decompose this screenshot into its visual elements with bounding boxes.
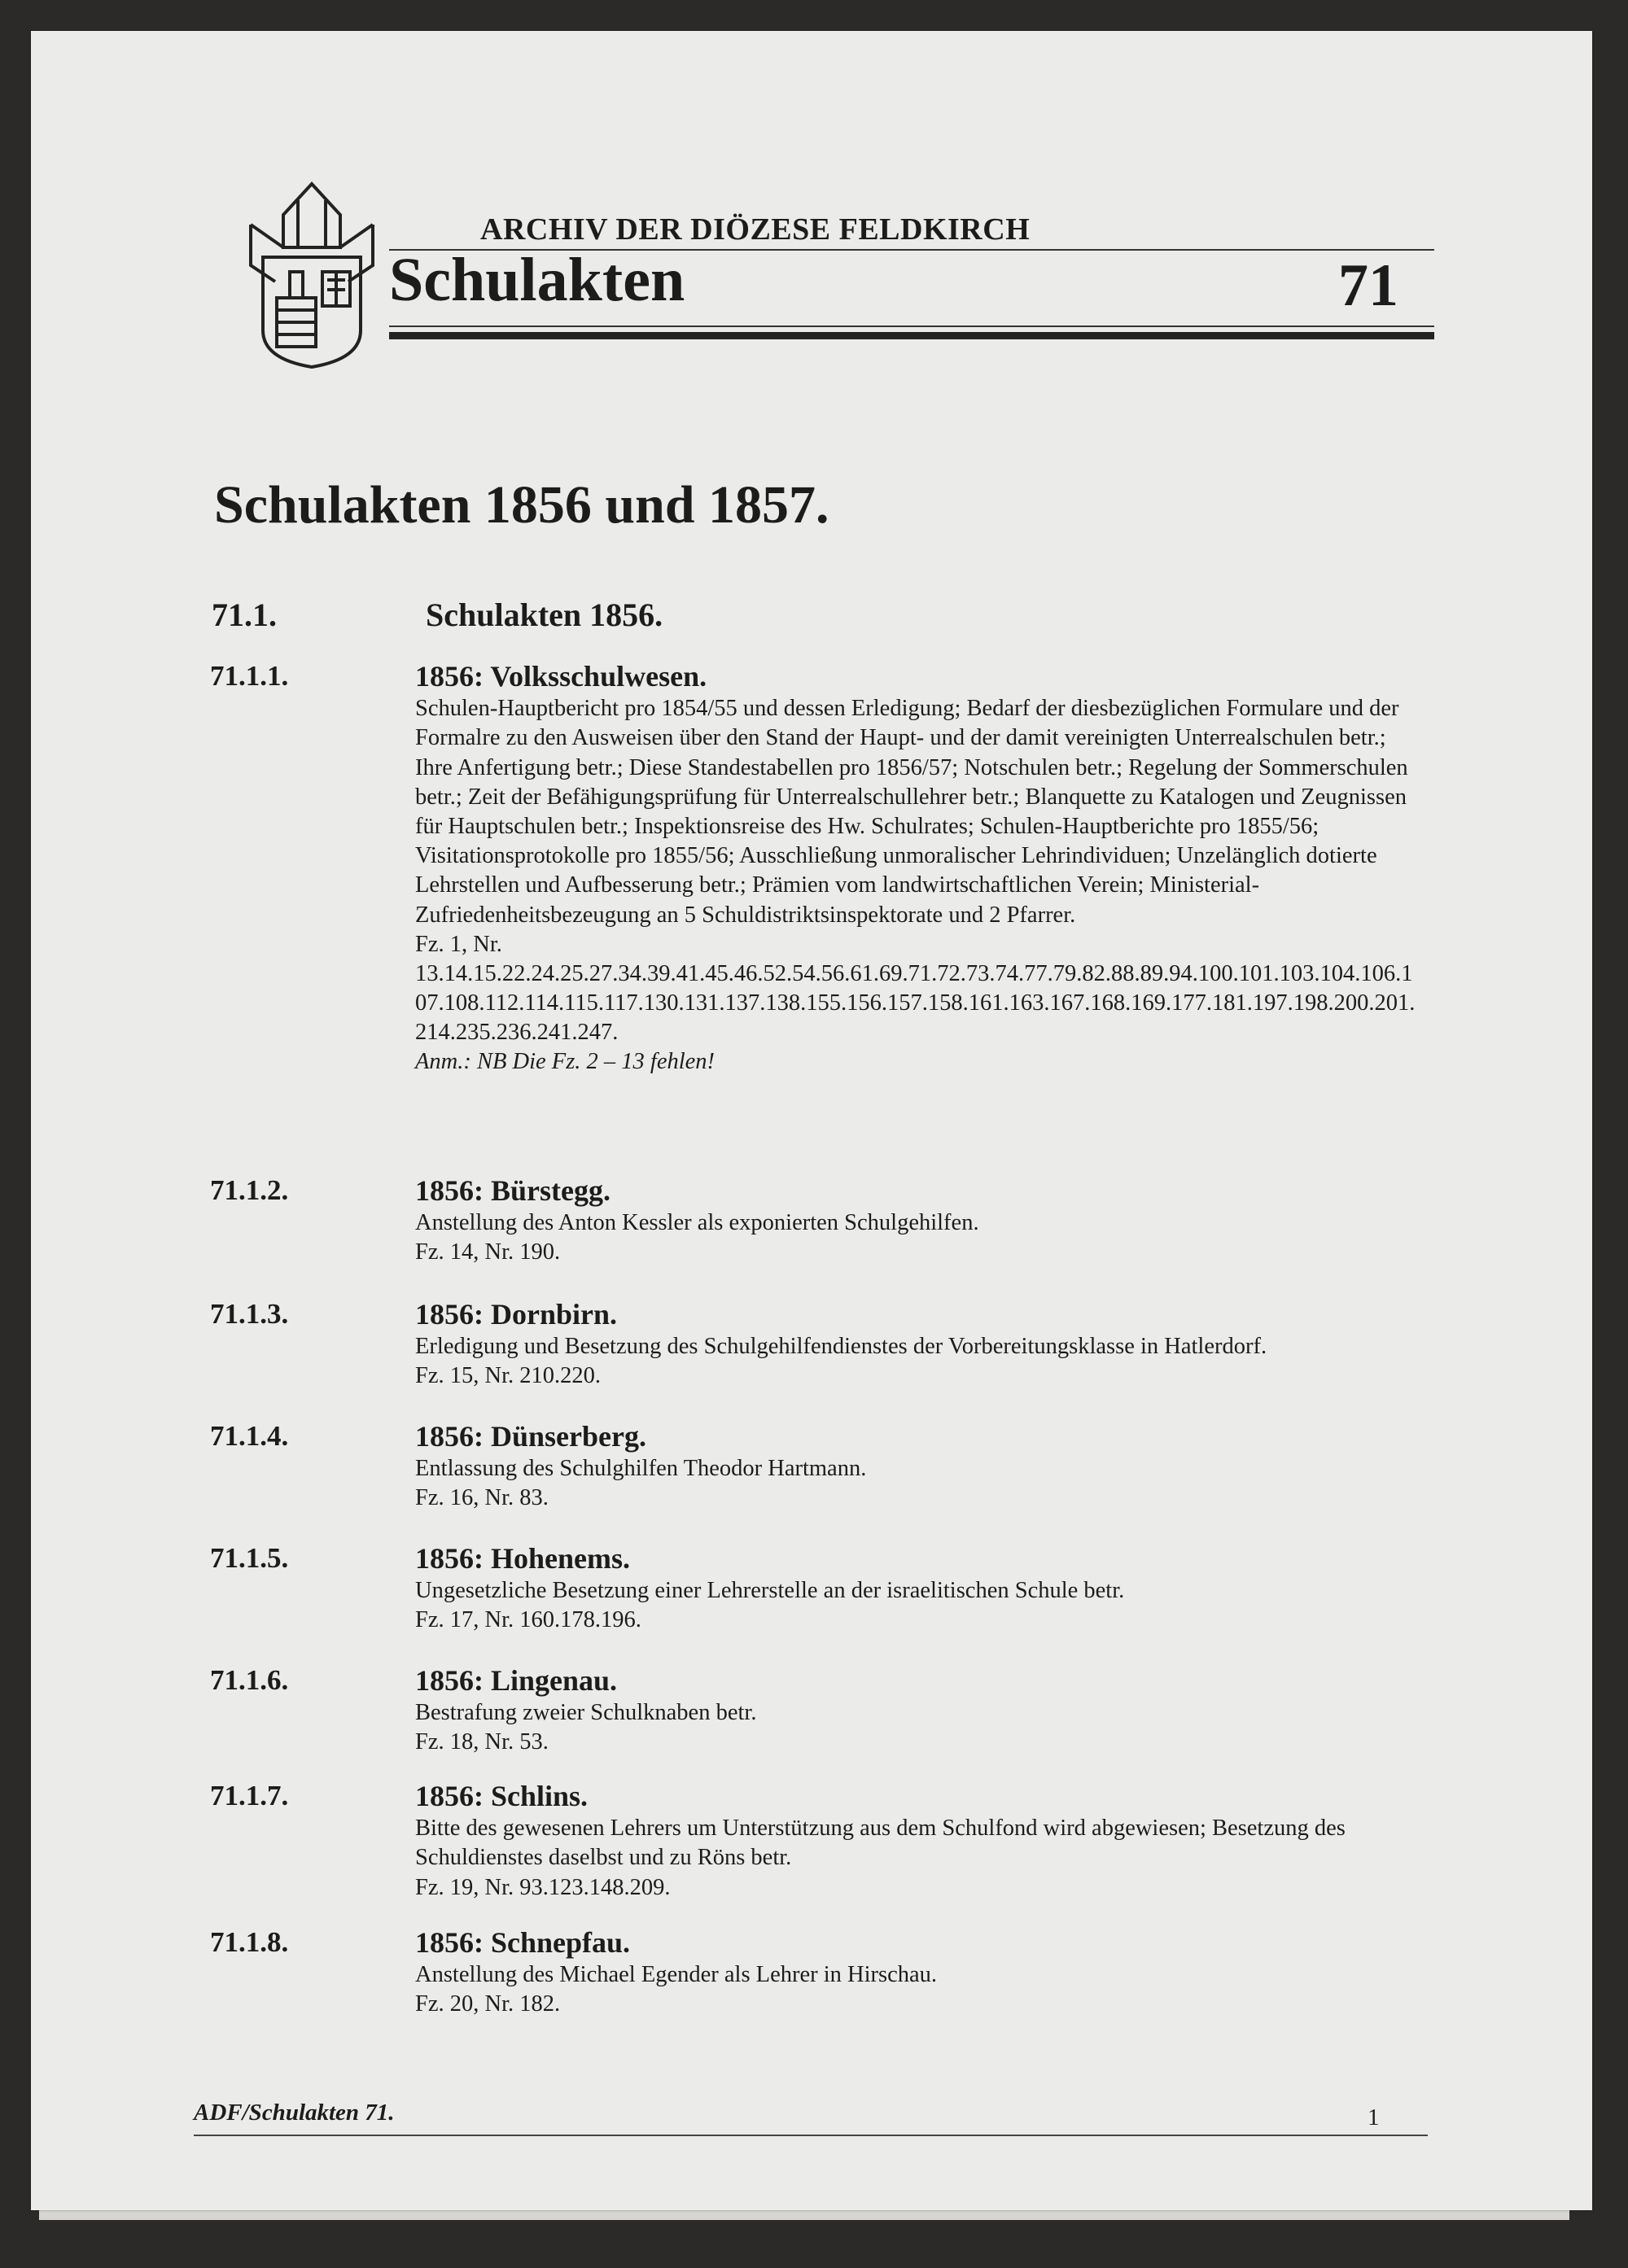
entry-71-1-8 xyxy=(210,1925,1423,2020)
entry-reference: Fz. 17, Nr. 160.178.196. xyxy=(415,1607,641,1633)
entry-71-1-3 xyxy=(210,1297,1423,1392)
entry-reference: Fz. 19, Nr. 93.123.148.209. xyxy=(415,1874,671,1900)
entry-body xyxy=(415,1419,1423,1514)
section-number: 71.1. xyxy=(212,596,277,633)
diocese-crest-icon xyxy=(234,176,389,371)
entry-number: 71.1.8. xyxy=(210,1926,289,1958)
entry-number: 71.1.5. xyxy=(210,1542,289,1574)
entry-71-1-7 xyxy=(210,1779,1423,1903)
entry-reference: Fz. 16, Nr. 83. xyxy=(415,1485,549,1511)
entry-number: 71.1.4. xyxy=(210,1420,289,1452)
entry-numbers: 13.14.15.22.24.25.27.34.39.41.45.46.52.54.56.61.69.71.72.73.74.77.79.82.88.89.94.100.101.103.104.106.107.108.112.114.115.117.130.131.137.138.155.156.157.158.161.163.167.168.169.177.181.197.198.200.201.214.235.236.241.247. xyxy=(415,960,1416,1046)
entry-number: 71.1.7. xyxy=(210,1780,289,1811)
entry-description: Bestrafung zweier Schulknaben betr. xyxy=(415,1700,757,1726)
entry-reference: Fz. 18, Nr. 53. xyxy=(415,1729,549,1755)
entry-title: 1856: Dornbirn. xyxy=(415,1298,618,1331)
header-rule-bottom xyxy=(389,332,1434,339)
entry-description: Bitte des gewesenen Lehrers um Unterstützung aus dem Schulfond wird abgewiesen; Besetzung des Schuldienstes daselbst und zu Röns betr. xyxy=(415,1816,1346,1871)
entry-reference: Fz. 15, Nr. 210.220. xyxy=(415,1363,601,1389)
entry-title: 1856: Hohenems. xyxy=(415,1542,630,1575)
archive-title: ARCHIV DER DIÖZESE FELDKIRCH xyxy=(480,212,1031,247)
document-page xyxy=(31,31,1592,2210)
entry-number: 71.1.2. xyxy=(210,1174,289,1206)
page-number: 1 xyxy=(1368,2104,1380,2130)
series-title: Schulakten xyxy=(389,246,685,314)
entry-body xyxy=(415,1541,1423,1636)
entry-description: Schulen-Hauptbericht pro 1854/55 und dessen Erledigung; Bedarf der diesbezüglichen Formulare und der Formalre zu den Ausweisen über den Stand der Haupt- und der damit vereinigten Unterrealschulen betr.; Ihre Anfertigung betr.; Diese Standestabellen pro 1856/57; Notschulen betr.; Regelung der Sommerschulen betr.; Zeit der Befähigungsprüfung für Unterrealschullehrer betr.; Blanquette zu Katalogen und Zeugnissen für Hauptschulen betr.; Inspektionsreise des Hw. Schulrates; Schulen-Hauptberichte pro 1855/56; Visitationsprotokolle pro 1855/56; Ausschließung unmoralischer Lehrindividuen; Unzelänglich dotierte Lehrstellen und Aufbesserung betr.; Prämien vom landwirtschaftlichen Verein; Ministerial-Zufriedenheitsbezeugung an 5 Schuldistriktsinspektorate und 2 Pfarrer. xyxy=(415,696,1408,928)
entry-description: Anstellung des Michael Egender als Lehrer in Hirschau. xyxy=(415,1962,938,1988)
entry-title: 1856: Lingenau. xyxy=(415,1664,618,1697)
entry-title: 1856: Schnepfau. xyxy=(415,1926,631,1959)
footer-reference: ADF/Schulakten 71. xyxy=(194,2100,395,2126)
entry-reference: Fz. 1, Nr. xyxy=(415,931,502,957)
document-title: Schulakten 1856 und 1857. xyxy=(214,475,829,535)
entry-title: 1856: Bürstegg. xyxy=(415,1174,610,1207)
series-number: 71 xyxy=(1338,252,1398,319)
entry-body xyxy=(415,659,1423,1077)
entry-body xyxy=(415,1779,1423,1903)
entry-body xyxy=(415,1663,1423,1758)
entry-description: Anstellung des Anton Kessler als exponierten Schulgehilfen. xyxy=(415,1210,979,1236)
entry-number: 71.1.6. xyxy=(210,1664,289,1696)
entry-body xyxy=(415,1925,1423,2020)
entry-number: 71.1.1. xyxy=(210,660,289,692)
entry-body xyxy=(415,1297,1423,1392)
entry-reference: Fz. 14, Nr. 190. xyxy=(415,1239,561,1265)
entry-71-1-4 xyxy=(210,1419,1423,1514)
entry-body xyxy=(415,1173,1423,1268)
entry-description: Entlassung des Schulghilfen Theodor Hartmann. xyxy=(415,1456,867,1482)
entry-71-1-6 xyxy=(210,1663,1423,1758)
entry-71-1-1 xyxy=(210,659,1423,1077)
section-title: Schulakten 1856. xyxy=(426,596,663,633)
entry-71-1-5 xyxy=(210,1541,1423,1636)
entry-71-1-2 xyxy=(210,1173,1423,1268)
entry-number: 71.1.3. xyxy=(210,1298,289,1330)
footer-rule xyxy=(194,2135,1428,2136)
entry-note: Anm.: NB Die Fz. 2 – 13 fehlen! xyxy=(415,1049,716,1075)
header-rule-middle xyxy=(389,326,1434,327)
entry-title: 1856: Dünserberg. xyxy=(415,1420,646,1453)
entry-description: Ungesetzliche Besetzung einer Lehrerstelle an der israelitischen Schule betr. xyxy=(415,1578,1125,1604)
entry-title: 1856: Volksschulwesen. xyxy=(415,660,707,693)
entry-title: 1856: Schlins. xyxy=(415,1780,589,1812)
entry-description: Erledigung und Besetzung des Schulgehilfendienstes der Vorbereitungsklasse in Hatlerdorf. xyxy=(415,1334,1267,1360)
entry-reference: Fz. 20, Nr. 182. xyxy=(415,1991,561,2017)
